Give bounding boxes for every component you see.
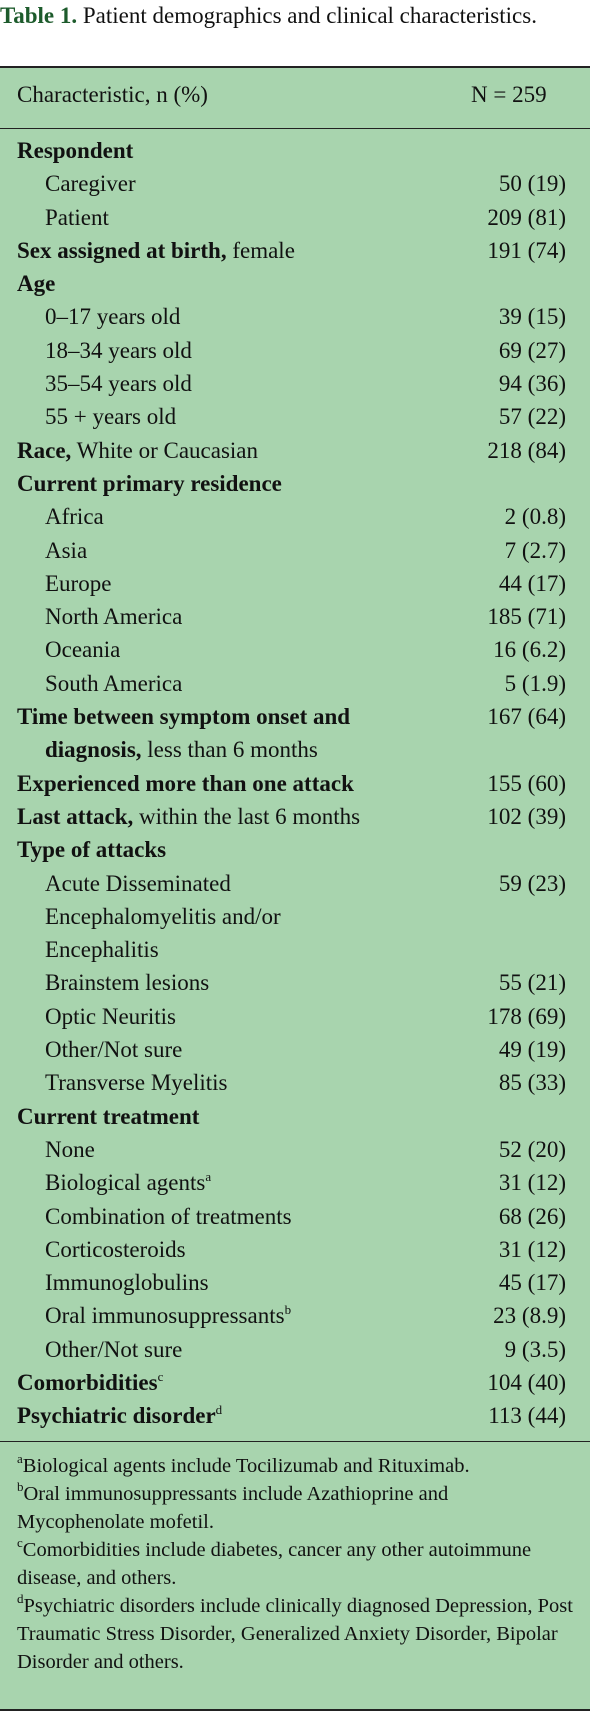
row-label-bold: diagnosis, bbox=[45, 737, 142, 763]
row-label: Asia bbox=[45, 537, 88, 563]
row-label bbox=[17, 700, 350, 767]
row-label: Biological agents$^a$ bbox=[45, 1169, 212, 1196]
row-label-line2: diagnosis, less than 6 months bbox=[45, 737, 318, 763]
row-label: Corticosteroids bbox=[45, 1236, 186, 1262]
row-value: 2 (0.8) bbox=[504, 504, 566, 530]
row-value: 85 (33) bbox=[498, 1070, 566, 1096]
row-label: Optic Neuritis bbox=[45, 1003, 176, 1029]
row-value: 218 (84) bbox=[487, 437, 566, 463]
footnote-mark: a bbox=[205, 1169, 212, 1185]
row-label: North America bbox=[45, 604, 183, 630]
row-label-bold: Last attack, bbox=[17, 803, 134, 829]
row-value: 44 (17) bbox=[498, 570, 566, 596]
row-label-line: Encephalomyelitis and/or bbox=[45, 903, 281, 929]
row-value: 39 (15) bbox=[498, 304, 566, 330]
table-row bbox=[0, 1233, 590, 1266]
row-label: None bbox=[45, 1136, 95, 1162]
row-label bbox=[17, 1366, 163, 1399]
row-label: Other/Not sure bbox=[45, 1336, 183, 1362]
footnote-mark: d bbox=[17, 1591, 24, 1606]
row-value: 57 (22) bbox=[498, 404, 566, 430]
table-caption bbox=[0, 0, 590, 62]
table-row bbox=[0, 867, 590, 967]
footnote-mark: c bbox=[157, 1368, 164, 1384]
row-label: Europe bbox=[45, 570, 112, 596]
footnotes bbox=[17, 1452, 579, 1676]
table-row bbox=[0, 1066, 590, 1099]
header-rule bbox=[0, 128, 590, 129]
table-row bbox=[0, 1100, 590, 1133]
table-row bbox=[0, 467, 590, 500]
table-row bbox=[0, 767, 590, 800]
row-label bbox=[17, 833, 166, 866]
footnote-mark: b bbox=[284, 1302, 292, 1318]
table-caption-text: Patient demographics and clinical characteristics. bbox=[82, 3, 537, 28]
row-label: South America bbox=[45, 670, 183, 696]
row-value: 23 (8.9) bbox=[493, 1303, 566, 1329]
row-label: Combination of treatments bbox=[45, 1203, 292, 1229]
row-label-bold: Race, bbox=[17, 437, 72, 463]
table-row bbox=[0, 700, 590, 767]
table-row bbox=[0, 1000, 590, 1033]
row-value: 155 (60) bbox=[487, 770, 566, 796]
footnote-mark: c bbox=[17, 1535, 23, 1550]
row-label-line: Acute Disseminated bbox=[45, 870, 231, 896]
table-row bbox=[0, 167, 590, 200]
table-row bbox=[0, 1200, 590, 1233]
table-row bbox=[0, 1133, 590, 1166]
row-label bbox=[17, 767, 354, 800]
table-row bbox=[0, 267, 590, 300]
table-row bbox=[0, 201, 590, 234]
row-label: Brainstem lesions bbox=[45, 970, 210, 996]
footnote bbox=[17, 1480, 579, 1536]
row-label: 55 + years old bbox=[45, 404, 177, 430]
table-header bbox=[0, 66, 590, 128]
row-value: 16 (6.2) bbox=[493, 637, 566, 663]
row-label-line: Encephalitis bbox=[45, 937, 159, 963]
row-value: 69 (27) bbox=[498, 337, 566, 363]
row-label-bold: Comorbidities bbox=[17, 1369, 158, 1395]
table-row bbox=[0, 367, 590, 400]
row-label bbox=[17, 1399, 222, 1432]
table-caption-label: Table 1. bbox=[0, 3, 78, 28]
header-characteristic: Characteristic, n (%) bbox=[17, 82, 208, 107]
row-label-bold: Sex assigned at birth, bbox=[17, 237, 227, 263]
row-value: 59 (23) bbox=[498, 870, 566, 896]
row-label-bold: Psychiatric disorder bbox=[17, 1403, 216, 1429]
table-row bbox=[0, 400, 590, 433]
row-label-bold: Current primary residence bbox=[17, 470, 282, 496]
row-label-bold: Age bbox=[17, 271, 56, 297]
footnote-text: Oral immunosuppressants include Azathioprine and Mycophenolate mofetil. bbox=[17, 1483, 449, 1533]
row-label: Immunoglobulins bbox=[45, 1270, 209, 1296]
row-value: 31 (12) bbox=[498, 1170, 566, 1196]
footnote-mark: a bbox=[17, 1451, 23, 1466]
footnote-text: Biological agents include Tocilizumab and Rituximab. bbox=[22, 1455, 470, 1477]
table-row bbox=[0, 966, 590, 999]
table-row bbox=[0, 534, 590, 567]
row-value: 50 (19) bbox=[498, 171, 566, 197]
row-value: 167 (64) bbox=[487, 704, 566, 730]
footnote-text: Psychiatric disorders include clinically diagnosed Depression, Post Traumatic Stress Disorder, Generalized Anxiety Disorder, Bipolar Disorder and others. bbox=[17, 1595, 573, 1673]
row-label-bold: Type of attacks bbox=[17, 837, 167, 863]
row-value: 178 (69) bbox=[487, 1003, 566, 1029]
table-row bbox=[0, 500, 590, 533]
row-value: 191 (74) bbox=[487, 237, 566, 263]
row-value: 94 (36) bbox=[498, 371, 566, 397]
row-value: 209 (81) bbox=[487, 204, 566, 230]
table-row bbox=[0, 1333, 590, 1366]
row-label: Sex assigned at birth, female bbox=[17, 237, 295, 263]
row-label: Caregiver bbox=[45, 171, 136, 197]
table-row bbox=[0, 567, 590, 600]
table-row bbox=[0, 134, 590, 167]
row-value: 185 (71) bbox=[487, 604, 566, 630]
header-n: N = 259 bbox=[471, 82, 547, 107]
row-value: 113 (44) bbox=[488, 1403, 566, 1429]
row-label: Oceania bbox=[45, 637, 121, 663]
row-value: 7 (2.7) bbox=[504, 537, 566, 563]
table-row bbox=[0, 1299, 590, 1332]
row-value: 55 (21) bbox=[498, 970, 566, 996]
row-value: 9 (3.5) bbox=[504, 1336, 566, 1362]
footnote bbox=[17, 1452, 579, 1480]
table-row bbox=[0, 800, 590, 833]
row-label: 0–17 years old bbox=[45, 304, 181, 330]
footnote-mark: b bbox=[17, 1479, 24, 1494]
row-value: 68 (26) bbox=[498, 1203, 566, 1229]
row-value: 52 (20) bbox=[498, 1136, 566, 1162]
table-row bbox=[0, 667, 590, 700]
row-label bbox=[17, 134, 133, 167]
table-row bbox=[0, 833, 590, 866]
row-label: 18–34 years old bbox=[45, 337, 192, 363]
row-label: Other/Not sure bbox=[45, 1037, 183, 1063]
row-value: 104 (40) bbox=[487, 1369, 566, 1395]
row-label: Patient bbox=[45, 204, 109, 230]
table-row bbox=[0, 1399, 590, 1432]
row-label: 35–54 years old bbox=[45, 371, 192, 397]
table-row bbox=[0, 334, 590, 367]
footnote-rule bbox=[0, 1441, 590, 1442]
row-label-bold: Experienced more than one attack bbox=[17, 770, 354, 796]
footnote-text: Comorbidities include diabetes, cancer any other autoimmune disease, and others. bbox=[17, 1539, 532, 1589]
footnote-mark: d bbox=[215, 1402, 223, 1418]
bottom-rule bbox=[0, 1709, 590, 1711]
table-row bbox=[0, 1166, 590, 1199]
row-label bbox=[17, 467, 282, 500]
table-row bbox=[0, 1266, 590, 1299]
row-label bbox=[17, 267, 55, 300]
footnote bbox=[17, 1592, 579, 1676]
row-value: 102 (39) bbox=[487, 803, 566, 829]
row-label: Race, White or Caucasian bbox=[17, 437, 258, 463]
row-label: Africa bbox=[45, 504, 104, 530]
table-row bbox=[0, 600, 590, 633]
row-label-bold: Respondent bbox=[17, 138, 134, 163]
row-label bbox=[17, 1100, 199, 1133]
row-label-bold: Time between symptom onset and bbox=[17, 704, 351, 730]
table-row bbox=[0, 1033, 590, 1066]
table-row bbox=[0, 633, 590, 666]
footnote bbox=[17, 1536, 579, 1592]
row-label-bold: Current treatment bbox=[17, 1103, 200, 1129]
table-row bbox=[0, 234, 590, 267]
table-row bbox=[0, 300, 590, 333]
row-label: Oral immunosuppressants$^b$ bbox=[45, 1302, 292, 1329]
table-body bbox=[0, 134, 590, 1433]
table-row bbox=[0, 434, 590, 467]
row-value: 31 (12) bbox=[498, 1236, 566, 1262]
row-value: 49 (19) bbox=[498, 1037, 566, 1063]
row-value: 45 (17) bbox=[498, 1270, 566, 1296]
row-value: 5 (1.9) bbox=[504, 670, 566, 696]
row-label: Last attack, within the last 6 months bbox=[17, 803, 361, 829]
row-label: Transverse Myelitis bbox=[45, 1070, 228, 1096]
row-label bbox=[45, 867, 281, 967]
table-row bbox=[0, 1366, 590, 1399]
